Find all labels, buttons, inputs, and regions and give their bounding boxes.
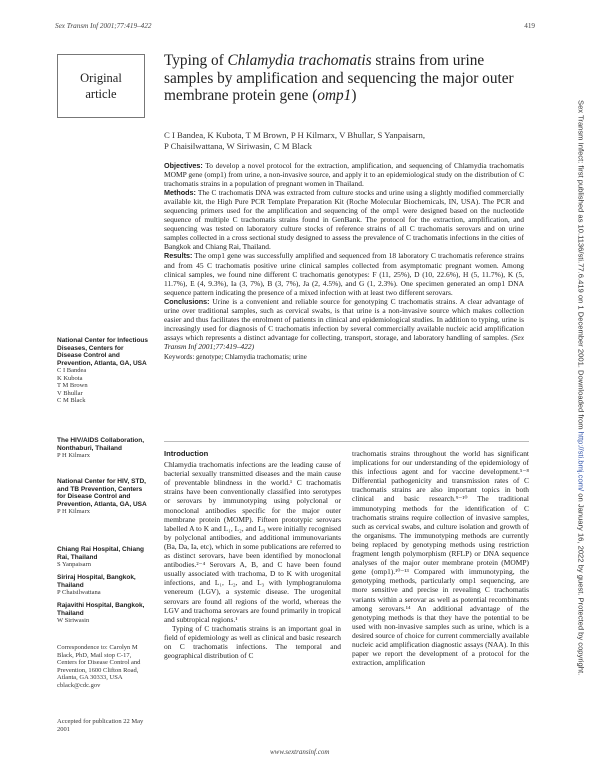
abstract: [164, 161, 524, 362]
section-heading: Introduction: [164, 449, 209, 458]
accepted-date: Accepted for publication 22 May 2001: [57, 718, 144, 733]
affiliation-block-2: The HIV/AIDS Collaboration, Nonthaburi, Thailand P H Kilmarx: [57, 437, 145, 459]
intro-paragraph-2: Typing of C trachomatis strains is an important goal in field of epidemiology as well as clinical and basic research on C trachomatis infections. The temporal and geographical distribution of C: [164, 623, 341, 661]
divider: [164, 441, 529, 442]
article-type-line2: article: [85, 87, 117, 101]
affiliation-block-3: National Center for HIV, STD, and TB Prevention, Centers for Disease Control and Prevention, Atlanta, GA, USA P H Kilmarx: [57, 478, 147, 515]
article-title: Typing of Chlamydia trachomatis strains from urine samples by amplification and sequencing the major outer membrane protein gene (omp1): [164, 52, 514, 104]
keywords: Keywords: genotype; Chlamydia trachomatis; urine: [164, 353, 307, 361]
abstract-methods: Methods: The C trachomatis DNA was extracted from culture stocks and urine using a slightly modified commercially available kit, the High Pure PCR Template Preparation Kit (Roche Molecular Biochemicals, IN, USA). The PCR and sequencing primers used for the amplification and sequencing of the omp1 were designed based on the nucleotide sequence of multiple C trachomatis strains found in GenBank. The protocol for the extraction, amplification, and sequencing was tested on laboratory culture stocks of reference strains of all C trachomatis serovars and on urine samples collected in a cross sectional study designed to assess the prevalence of C trachomatis infections in the cities of Bangkok and Chiang Rai, Thailand.: [164, 188, 524, 252]
affiliation-block-5: Siriraj Hospital, Bangkok, Thailand P Chaisilwattana: [57, 574, 136, 596]
correspondence: Correspondence to: Carolyn M Black, PhD, Mail stop C-17, Centers for Disease Control and Prevention, 1600 Clifton Road, Atlanta, GA 30333, USA cblack@cdc.gov: [57, 644, 141, 689]
affiliation-block-4: Chiang Rai Hospital, Chiang Rai, Thailand S Yanpaisarn: [57, 546, 145, 568]
abstract-results: Results: The omp1 gene was successfully amplified and sequenced from 18 laboratory C trachomatis reference strains and from 45 C trachomatis positive urine clinical samples collected from asymptomatic pregnant women. Among clinical samples, we found nine different C trachomatis genotypes: F (11, 25%), D (10, 22.6%), H (5, 11.7%), K (5, 11.7%), E (4, 9.3%), Ia (3, 7%), B (3, 7%), Ja (2, 4.5%), and G (1, 2.3%). One specimen generated an omp1 DNA sequence pattern indicating the presence of a mixed infection with at least two different serovars.: [164, 251, 524, 297]
page-number: 419: [524, 22, 535, 30]
article-type-box: [57, 54, 145, 118]
article-type-line1: Original: [80, 71, 122, 85]
author-list: C I Bandea, K Kubota, T M Brown, P H Kilmarx, V Bhullar, S Yanpaisarn, P Chaisilwattana, W Siriwasin, C M Black: [164, 130, 425, 151]
affiliation-block-6: Rajavithi Hospital, Bangkok, Thailand W Siriwasin: [57, 602, 145, 624]
body-column-1: [164, 449, 341, 660]
intro-paragraph-3: trachomatis strains throughout the world has significant implications for our understanding of the epidemiology of this infectious agent and for vaccine development.⁵⁻⁸ Differential pathogenicity and transmission rates of C trachomatis strains are also important topics in both clinical and basic research.⁹⁻¹⁰ The traditional immunotyping methods for the identification of C trachomatis strains require collection of invasive samples, such as cervical swabs, and culture isolation and growth of the organisms. The immunotyping methods are currently being replaced by genotyping methods using restriction fragment length polymorphism (RFLP) or DNA sequence analyses of the major outer membrane protein (MOMP) gene (omp1).¹⁰⁻¹³ Compared with immunotyping, the genotyping methods, particularly omp1 sequencing, are more sensitive and precise in revealing C trachomatis variants within a serovar as well as potential recombinants among serovars.¹⁴ An additional advantage of the genotyping methods is that they have the potential to be used with non-invasive samples such as urine, which is a desired source of choice for current commercially available nucleic acid amplification diagnostic assays (NAA). In this paper we report the development of a protocol for the extraction, amplification: [352, 449, 529, 668]
download-notice: Sex Transm Infect: first published as 10.1136/sti.77.6.419 on 1 December 2001. Downloaded from http://sti.bmj.com/ on January 16, 2022 by guest. Protected by copyright.: [576, 100, 586, 676]
journal-reference: Sex Transm Inf 2001;77:419–422: [55, 22, 152, 30]
journal-link[interactable]: http://sti.bmj.com/: [576, 432, 586, 492]
body-column-2: [352, 449, 529, 667]
affiliation-block-1: National Center for Infectious Diseases, Centers for Disease Control and Prevention, Atlanta, GA, USA C I Bandea K Kubota T M Brown V Bhullar C M Black: [57, 337, 149, 404]
abstract-conclusions: Conclusions: Urine is a convenient and reliable source for genotyping C trachomatis strains. A clear advantage of urine over traditional samples, such as cervical swabs, is that urine is a non-invasive source which makes collection easier and thus facilitates the enrolment of patients in clinical and epidemiological studies. In addition to typing, urine is increasingly used for diagnosis of C trachomatis infection by several commercially available nucleic acid amplification assays which represents a distinct advantage for collecting, transport, storage, and laboratory handling of samples. (Sex Transm Inf 2001;77:419–422): [164, 296, 525, 351]
journal-url: www.sextransinf.com: [270, 748, 330, 756]
abstract-objectives: Objectives: To develop a novel protocol for the extraction, amplification, and sequencing of Chlamydia trachomatis MOMP gene (omp1) from urine, a non-invasive source, and apply it to an epidemiological study on the distribution of C trachomatis strains in a population of pregnant women in Thailand.: [164, 161, 524, 189]
intro-paragraph-1: Chlamydia trachomatis infections are the leading cause of bacterial sexually transmitted diseases and the main cause of preventable blindness in the world.¹ C trachomatis strains have been conventionally classified into serotypes or serovars by immunotyping using polyclonal or monoclonal antibodies specific for the major outer membrane protein (MOMP). Fifteen prototypic serovars labelled A to K and L₁, L₂, and L₃ were initially recognised by polyclonal antibodies, and additional immunovariants (Ba, Da, Ia, etc), which in some publications are referred to as distinct serovars, have been identified by monoclonal antibodies.²⁻⁴ Serovars A, B, and C have been found usually associated with trachoma, D to K with urogenital infections, and L₁, L₂, and L₃ with lymphogranuloma venereum (LGV), a systemic disease. The urogenital serovars are found all regions of the world, whereas the LGV and trachoma serovars are found primarily in tropical and subtropical regions.¹: [164, 460, 341, 624]
